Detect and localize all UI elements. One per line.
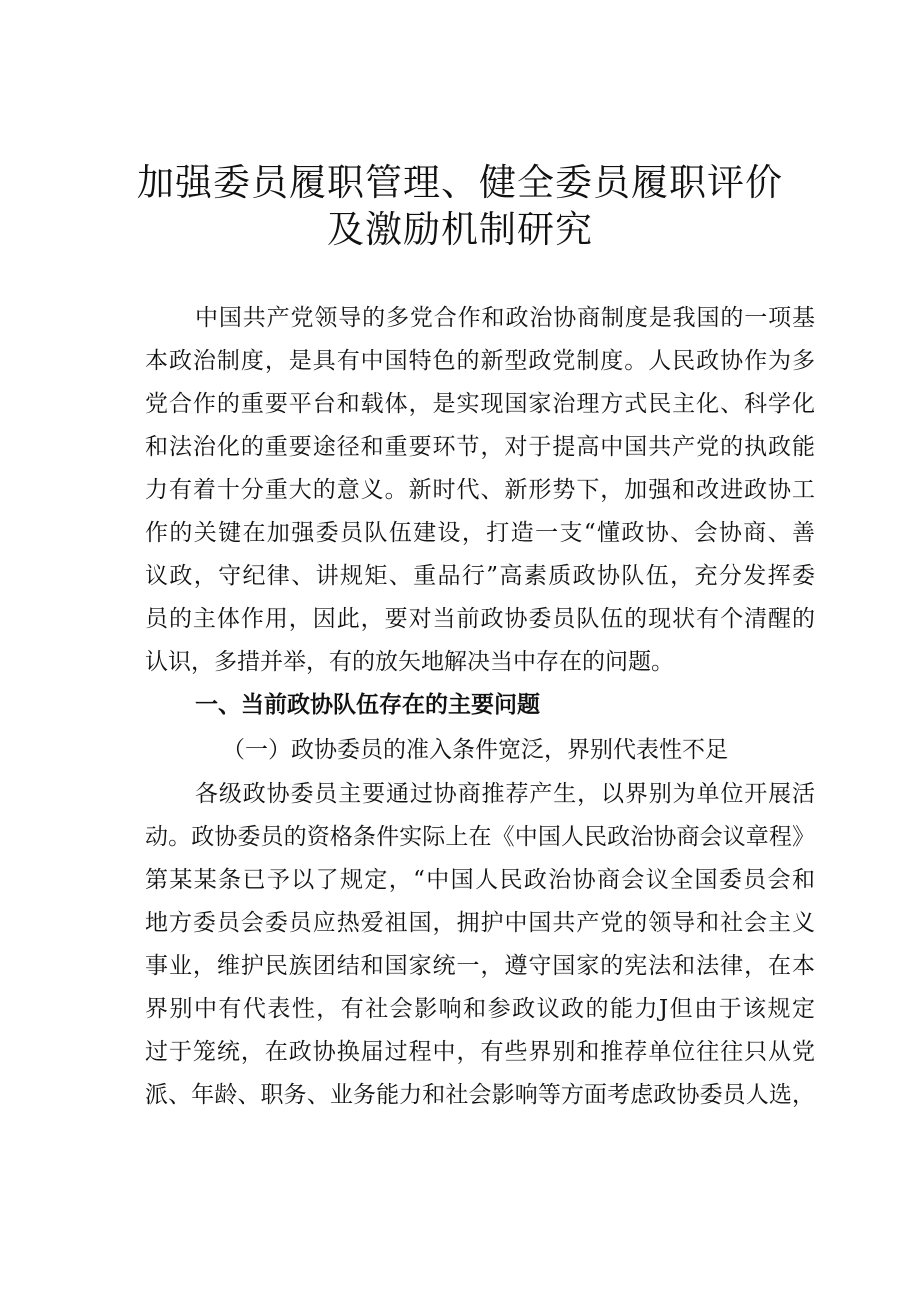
body-paragraph-line: 各级政协委员主要通过协商推荐产生，以界别为单位开展活 xyxy=(195,781,815,807)
intro-paragraph-line: 和法治化的重要途径和重要环节，对于提高中国共产党的执政能 xyxy=(145,434,815,460)
document-title-line-2: 及激励机制研究 xyxy=(327,208,593,251)
intro-paragraph-line: 力有着十分重大的意义。新时代、新形势下，加强和改进政协工 xyxy=(145,477,815,503)
intro-paragraph-line: 认识，多措并举，有的放矢地解决当中存在的问题。 xyxy=(145,649,674,675)
intro-paragraph-line: 本政治制度，是具有中国特色的新型政党制度。人民政协作为多 xyxy=(145,348,815,374)
body-paragraph-line: 第某某条已予以了规定，“中国人民政治协商会议全国委员会和 xyxy=(145,867,815,893)
body-paragraph-line: 界别中有代表性，有社会影响和参政议政的能力J但由于该规定 xyxy=(145,996,815,1022)
document-title-line-1: 加强委员履职管理、健全委员履职评价 xyxy=(137,161,783,204)
intro-paragraph-line: 作的关键在加强委员队伍建设，打造一支“懂政协、会协商、善 xyxy=(145,520,815,546)
body-paragraph-line: 派、年龄、职务、业务能力和社会影响等方面考虑政协委员人选， xyxy=(145,1082,815,1108)
subsection-heading: （一）政协委员的准入条件宽泛，界别代表性不足 xyxy=(222,737,728,763)
body-paragraph-line: 地方委员会委员应热爱祖国，拥护中国共产党的领导和社会主义 xyxy=(145,910,815,936)
section-heading: 一、当前政协队伍存在的主要问题 xyxy=(195,692,540,718)
intro-paragraph-line: 中国共产党领导的多党合作和政治协商制度是我国的一项基 xyxy=(195,305,815,331)
body-paragraph-line: 事业，维护民族团结和国家统一，遵守国家的宪法和法律，在本 xyxy=(145,953,815,979)
body-paragraph-line: 过于笼统，在政协换届过程中，有些界别和推荐单位往往只从党 xyxy=(145,1039,815,1065)
intro-paragraph-line: 党合作的重要平台和载体，是实现国家治理方式民主化、科学化 xyxy=(145,391,815,417)
body-paragraph-line: 动。政协委员的资格条件实际上在《中国人民政治协商会议章程》 xyxy=(145,824,815,850)
intro-paragraph-line: 员的主体作用，因此，要对当前政协委员队伍的现状有个清醒的 xyxy=(145,606,815,632)
intro-paragraph-line: 议政，守纪律、讲规矩、重品行”高素质政协队伍，充分发挥委 xyxy=(145,563,815,589)
